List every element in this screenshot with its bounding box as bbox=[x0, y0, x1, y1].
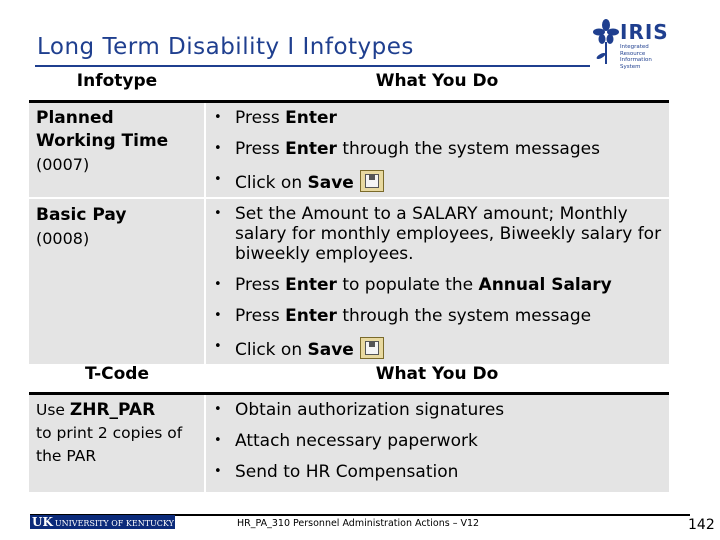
infotype-table bbox=[29, 71, 669, 492]
tcode-cell: Use ZHR_PAR to print 2 copies of the PAR bbox=[29, 394, 205, 493]
table-row bbox=[29, 101, 669, 198]
list-item: • Click on Save bbox=[214, 337, 665, 360]
list-item: • Click on Save bbox=[214, 170, 665, 193]
table-row bbox=[29, 198, 669, 364]
infotype-code: (0008) bbox=[36, 228, 90, 248]
infotype-code: (0007) bbox=[36, 154, 90, 174]
steps-cell bbox=[205, 198, 669, 364]
tcode-name: ZHR_PAR bbox=[69, 400, 156, 420]
list-item: • Attach necessary paperwork bbox=[214, 431, 478, 451]
infotype-cell bbox=[29, 198, 205, 364]
table-header bbox=[29, 364, 669, 394]
table-header bbox=[29, 71, 669, 101]
list-item: • Send to HR Compensation bbox=[214, 462, 459, 482]
list-item: • Obtain authorization signatures bbox=[214, 400, 505, 420]
steps-cell bbox=[205, 394, 669, 493]
list-item: • Press Enter through the system messages bbox=[214, 138, 600, 159]
logo-tagline: Integrated Resource Information System bbox=[620, 44, 652, 70]
page-number: 142 bbox=[688, 517, 715, 533]
infotype-cell bbox=[29, 101, 205, 198]
slide-title: Long Term Disability I Infotypes bbox=[37, 34, 414, 60]
logo-wordmark: IRIS bbox=[620, 20, 669, 44]
list-item: • Set the Amount to a SALARY amount; Monthly salary for monthly employees, Biweekly salary for biweekly employees. bbox=[214, 203, 662, 264]
list-item: • Press Enter to populate the Annual Salary bbox=[214, 274, 612, 295]
save-icon[interactable] bbox=[360, 337, 384, 359]
list-item: • Press Enter bbox=[214, 107, 337, 128]
infotype-name: Basic Pay bbox=[36, 204, 127, 225]
header-what-you-do: What You Do bbox=[205, 364, 669, 394]
list-item: • Press Enter through the system message bbox=[214, 305, 592, 326]
table-row bbox=[29, 394, 669, 493]
save-icon[interactable] bbox=[360, 170, 384, 192]
steps-cell bbox=[205, 101, 669, 198]
title-underline bbox=[35, 65, 590, 67]
flower-icon bbox=[592, 18, 620, 66]
iris-logo bbox=[592, 18, 670, 68]
infotype-name: Planned Working Time bbox=[36, 107, 169, 151]
footer-doc-title: HR_PA_310 Personnel Administration Actions – V12 bbox=[237, 518, 480, 529]
header-what-you-do: What You Do bbox=[205, 71, 669, 101]
header-tcode: T-Code bbox=[29, 364, 205, 394]
uk-logo: UK UNIVERSITY OF KENTUCKY bbox=[32, 515, 174, 529]
header-infotype: Infotype bbox=[29, 71, 205, 101]
